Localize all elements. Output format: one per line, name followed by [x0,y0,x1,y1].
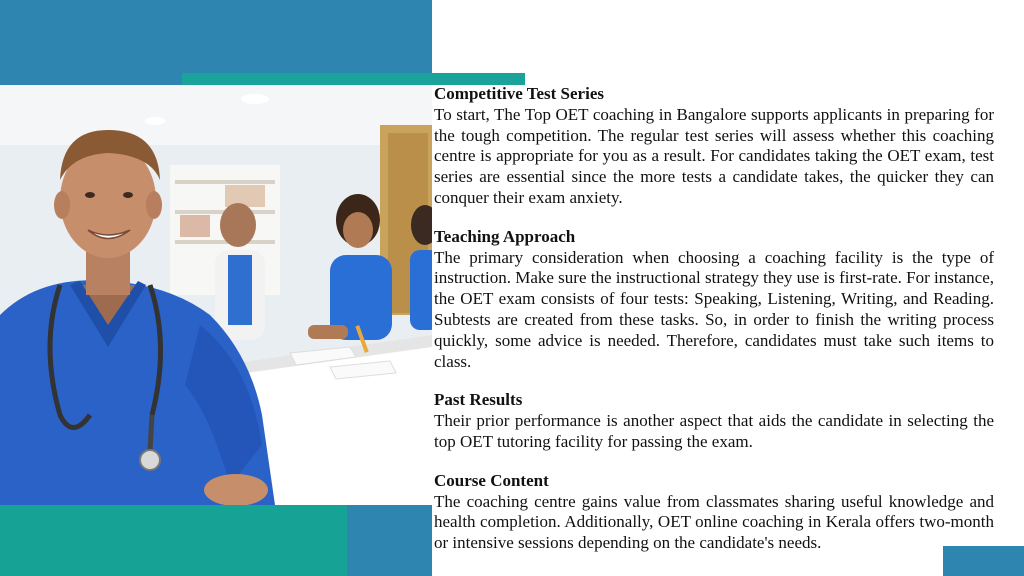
section-title: Competitive Test Series [434,84,604,103]
section-title: Course Content [434,470,549,490]
bottom-blue-block [347,505,432,576]
section-title: Teaching Approach [434,226,576,246]
section-title: Past Results [434,390,523,410]
article-content [434,84,994,572]
student-photo [0,85,432,505]
section-body: The primary consideration when choosing a coaching facility is the type of instruction. Make sure the instructional strategy they use is first-rate. For instance, the OET exam consists of four tests: Speaking, Listening, Writing, and Reading. Subtests are created from these tasks. So, in order to finish the writing process quickly, some advice is needed. Therefore, candidates must take such items to class. [434,247,994,371]
section-course-content [434,471,994,554]
section-competitive-test-series [434,84,994,209]
section-teaching-approach [434,227,994,373]
section-body: Their prior performance is another aspect that aids the candidate in selecting the top OET tutoring facility for passing the exam. [434,411,994,451]
section-body: To start, The Top OET coaching in Bangalore supports applicants in preparing for the tough competition. The regular test series will assess whether this coaching centre is appropriate for you as a result. For candidates taking the OET exam, test series are essential since the more tests a candidate takes, the quicker they can conquer their exam anxiety. [434,104,994,207]
section-past-results [434,390,994,452]
section-body: The coaching centre gains value from classmates sharing useful knowledge and health completion. Additionally, OET online coaching in Kerala offers two-month or intensive sessions depending on the candidate's needs. [434,491,994,553]
bottom-teal-block [0,505,347,576]
